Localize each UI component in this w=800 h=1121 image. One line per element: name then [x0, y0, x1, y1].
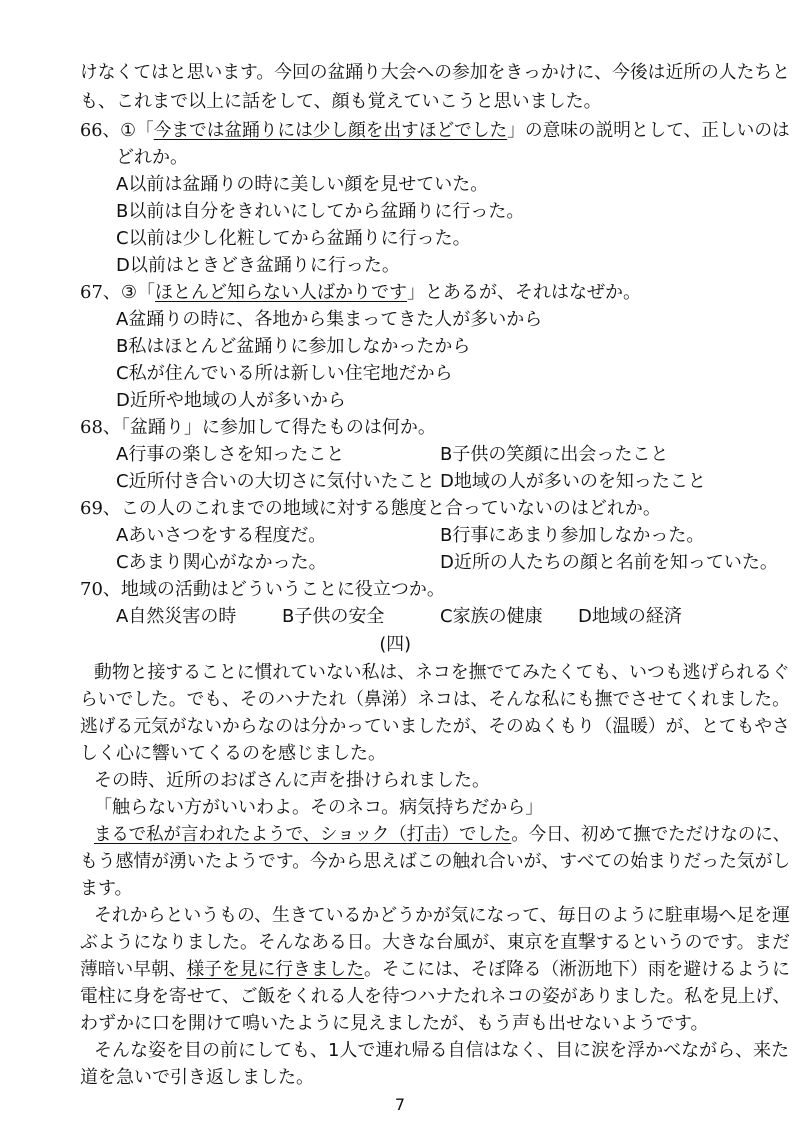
- circled-marker: ①: [120, 120, 137, 141]
- passage-line: わずかに口を開けて鳴いたように見えましたが、もう声も出せないようです。: [80, 1013, 709, 1034]
- option-68-a: A行事の楽しさを知ったこと: [116, 444, 345, 465]
- passage-line: しく心に響いてくるのを感じました。: [80, 743, 386, 764]
- option-67-c: C私が住んでいる所は新しい住宅地だから: [116, 363, 453, 384]
- question-text: 「盆踊り」に参加して得たものは何か。: [120, 417, 436, 438]
- option-69-a: Aあいさつをする程度だ。: [116, 525, 327, 546]
- option-69-c: Cあまり関心がなかった。: [116, 552, 327, 573]
- passage-line: まるで私が言われたようで、ショック（打击）でした。今日、初めて撫でただけなのに、: [94, 824, 791, 845]
- question-text: の意味の説明として、正しいのは: [524, 120, 790, 141]
- question-number: 69、: [80, 498, 121, 519]
- question-68: [80, 415, 436, 441]
- question-text: 地域の活動はどういうことに役立つか。: [120, 579, 445, 600]
- option-70-b: B子供の安全: [282, 606, 385, 627]
- option-67-b: B私はほとんど盆踊りに参加しなかったから: [116, 336, 471, 357]
- intro-line-1: けなくてはと思います。今回の盆踊り大会への参加をきっかけに、今後は近所の人たちと: [80, 62, 790, 83]
- option-66-b: B以前は自分をきれいにしてから盆踊りに行った。: [116, 201, 525, 222]
- passage-line: 薄暗い早朝、様子を見に行きました。そこには、そぼ降る（淅沥地下）雨を避けるように: [80, 959, 790, 980]
- option-66-d: D以前はときどき盆踊りに行った。: [116, 255, 400, 276]
- option-68-b: B子供の笑顔に出会ったこと: [440, 444, 669, 465]
- passage-line: それからというもの、生きているかどうかが気になって、毎日のように駐車場へ足を運: [94, 905, 791, 926]
- question-70: [80, 577, 445, 603]
- option-69-d: D近所の人たちの顔と名前を知っていた。: [440, 552, 778, 573]
- option-70-d: D地域の経済: [578, 606, 682, 627]
- question-69: [80, 496, 661, 522]
- underlined-phrase: まるで私が言われたようで、ショック（打击）でした: [94, 824, 512, 845]
- passage-line: らいでした。でも、そのハナたれ（鼻涕）ネコは、そんな私にも撫でさせてくれました。: [80, 689, 790, 710]
- passage-line: 動物と接することに慣れていない私は、ネコを撫でてみたくても、いつも逃げられるぐ: [94, 662, 790, 683]
- passage-line: ます。: [80, 878, 133, 899]
- question-66: 66、①「今までは盆踊りには少し顔を出すほどでした」の意味の説明として、正しいのは: [80, 120, 790, 141]
- passage-line: ぶようになりました。そんなある日。大きな台風が、東京を直撃するというのです。まだ: [80, 932, 790, 953]
- quoted-phrase: 今までは盆踊りには少し顔を出すほどでした: [153, 120, 508, 141]
- option-70-a: A自然災害の時: [116, 606, 237, 627]
- intro-line-2: も、これまで以上に話をして、顔も覚えていこうと思いました。: [80, 91, 602, 112]
- circled-marker: ③: [120, 282, 138, 303]
- question-number: 68、: [80, 417, 121, 438]
- quoted-phrase: ほとんど知らない人ばかりです: [155, 282, 408, 303]
- question-number: 66、: [80, 120, 121, 141]
- option-66-c: C以前は少し化粧してから盆踊りに行った。: [116, 228, 471, 249]
- passage-line: その時、近所のおばさんに声を掛けられました。: [94, 770, 490, 791]
- passage-line: 「触らない方がいいわよ。そのネコ。病気持ちだから」: [94, 797, 544, 818]
- section-heading: (四): [379, 634, 412, 655]
- question-text: この人のこれまでの地域に対する態度と合っていないのはどれか。: [120, 498, 661, 519]
- option-68-d: D地域の人が多いのを知ったこと: [440, 471, 706, 492]
- option-67-a: A盆踊りの時に、各地から集まってきた人が多いから: [116, 309, 543, 330]
- question-67: 67、③「ほとんど知らない人ばかりです」とあるが、それはなぜか。: [80, 282, 642, 303]
- passage-line: 逃げる元気がないからなのは分かっていましたが、そのぬくもり（温暖）が、とてもやさ: [80, 716, 790, 737]
- passage-line: そんな姿を目の前にしても、1人で連れ帰る自信はなく、目に涙を浮かべながら、来た: [94, 1040, 790, 1061]
- question-number: 70、: [80, 579, 121, 600]
- option-70-c: C家族の健康: [440, 606, 543, 627]
- option-66-a: A以前は盆踊りの時に美しい顔を見せていた。: [116, 174, 489, 195]
- question-66-cont: どれか。: [116, 147, 188, 168]
- option-69-b: B行事にあまり参加しなかった。: [440, 525, 705, 546]
- option-67-d: D近所や地域の人が多いから: [116, 390, 346, 411]
- passage-line: もう感情が湧いたようです。今から思えばこの触れ合いが、すべての始まりだった気がし: [80, 851, 791, 872]
- underlined-phrase: 様子を見に行きました: [186, 959, 364, 980]
- question-number: 67、: [80, 282, 121, 303]
- passage-line: 道を急いで引き返しました。: [80, 1067, 314, 1088]
- option-68-c: C近所付き合いの大切さに気付いたこと: [116, 471, 435, 492]
- page-number: 7: [394, 1095, 406, 1114]
- question-text: とあるが、それはなぜか。: [425, 282, 642, 303]
- passage-line: 電柱に身を寄せて、ご飯をくれる人を待つハナたれネコの姿がありました。私を見上げ、: [80, 986, 791, 1007]
